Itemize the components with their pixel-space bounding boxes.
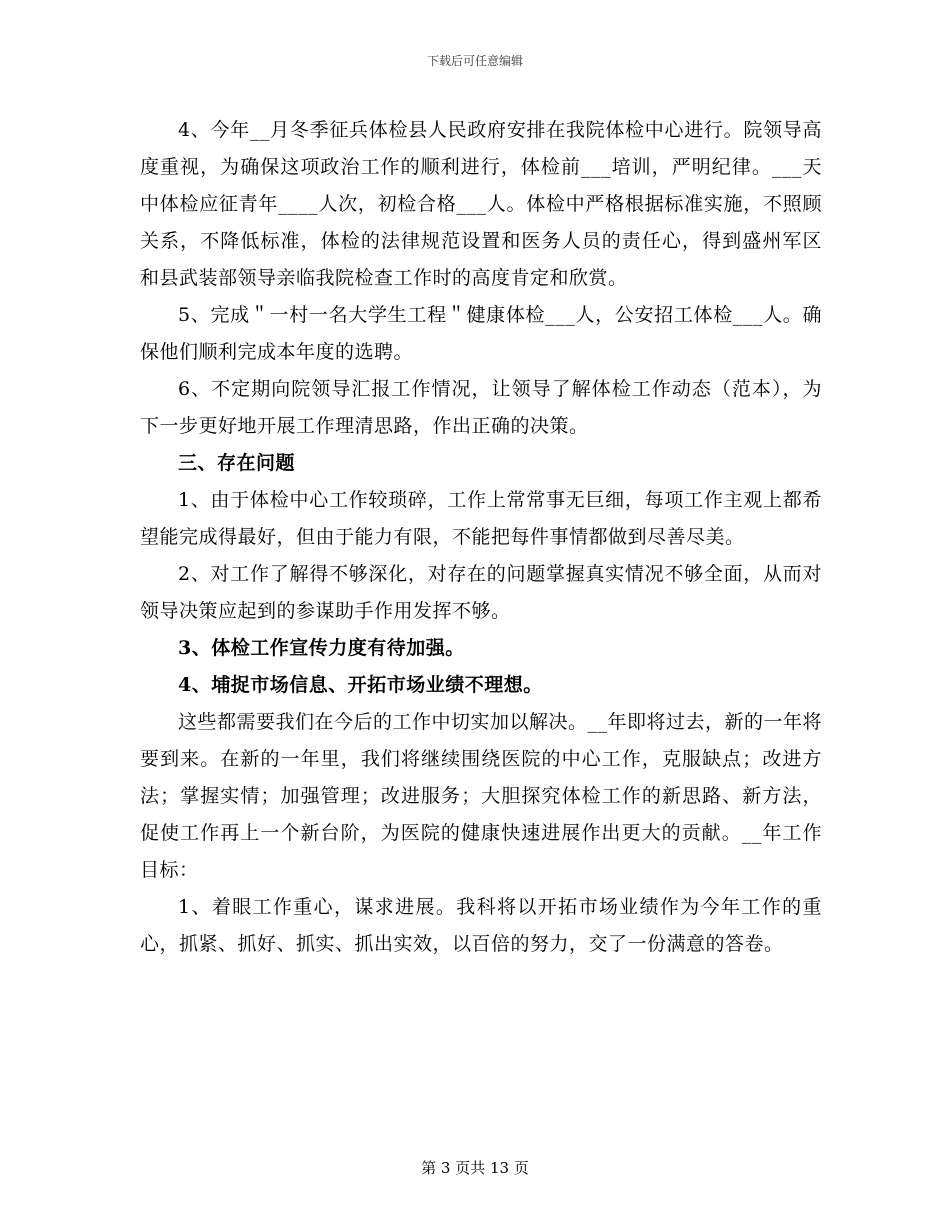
paragraph: 4、今年__月冬季征兵体检县人民政府安排在我院体检中心进行。院领导高度重视，为确保这项政治工作的顺利进行，体检前___培训，严明纪律。___天中体检应征青年____人次，初检合格___人。体检中严格根据标准实施，不照顾关系，不降低标准，体检的法律规范设置和医务人员的责任心，得到盛州军区和县武装部领导亲临我院检查工作时的高度肯定和欣赏。 [140,119,822,289]
bold-item: 4、埔捉市场信息、开拓市场业绩不理想。 [178,674,543,696]
paragraph: 1、着眼工作重心，谋求进展。我科将以开拓市场业绩作为今年工作的重心，抓紧、抓好、抓实、抓出实效，以百倍的努力，交了一份满意的答卷。 [140,896,822,955]
section-heading: 三、存在问题 [178,452,296,474]
paragraph: 这些都需要我们在今后的工作中切实加以解决。__年即将过去，新的一年将要到来。在新的一年里，我们将继续围绕医院的中心工作，克服缺点；改进方法；掌握实情；加强管理；改进服务；大胆探究体检工作的新思路、新方法，促使工作再上一个新台阶，为医院的健康快速进展作出更大的贡献。__年工作目标： [140,711,823,881]
page-footer: 第 3 页共 13 页 [421,1159,529,1177]
paragraph: 2、对工作了解得不够深化，对存在的问题掌握真实情况不够全面，从而对领导决策应起到的参谋助手作用发挥不够。 [140,563,822,622]
paragraph: 1、由于体检中心工作较琐碎，工作上常常事无巨细，每项工作主观上都希望能完成得最好，但由于能力有限，不能把每件事情都做到尽善尽美。 [140,489,822,548]
page-header: 下载后可任意编辑 [426,54,523,68]
document-body [140,112,822,963]
paragraph: 5、完成＂一村一名大学生工程＂健康体检___人，公安招工体检___人。确保他们顺利完成本年度的选聘。 [140,304,822,363]
bold-item: 3、体检工作宣传力度有待加强。 [178,637,465,659]
paragraph: 6、不定期向院领导汇报工作情况，让领导了解体检工作动态（范本），为下一步更好地开展工作理清思路，作出正确的决策。 [140,378,822,437]
